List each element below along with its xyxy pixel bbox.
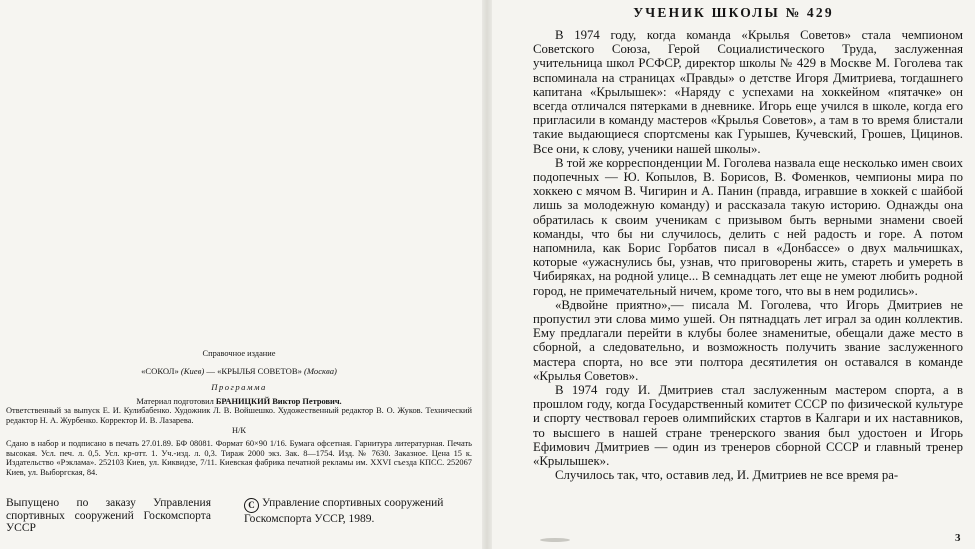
copyright-note (244, 497, 474, 526)
article-title: УЧЕНИК ШКОЛЫ № 429 (633, 5, 834, 20)
article-paragraph-1: В 1974 году, когда команда «Крылья Советов» стала чемпионом Советского Союза, Герой Социалистического Труда, заслуженная учительница школ РСФСР, директор школы № 429 в Москве М. Гоголева так вспоминала на страницах «Правды» о детстве Игоря Дмитриева, тогдашнего капитана «Крылышек»: «Наряду с успехами на хоккейном «пятачке» он всегда отличался пятерками в дневнике. Игорь еще учился в школе, когда его пригласили в команду мастеров «Крылья Советов», а там в то время блистали такие выдающиеся спортсмены как Гурышев, Кучевский, Грошев, Цицинов. Все они, к слову, ученики нашей школы». (533, 28, 963, 156)
article-body (533, 28, 963, 483)
article-paragraph-2: В той же корреспонденции М. Гоголева назвала еще несколько имен своих подопечных — Ю. Копылов, В. Борисов, В. Фоменков, чемпионы мира по хоккею с мячом В. Чигирин и А. Панин (правда, игравшие в хоккей с шайбой лишь за молодежную команду) и рассказала такую историю. Однажды она обратилась к своим ученикам с призывом быть верными знамени своей команды, что бы ни случилось, делить с ней радость и горе. А потом напомнила, как Борис Горбатов писал в «Донбассе» о двух мальчишках, которые «ужаснулись бы, узнав, что приговорены жить, стареть и умереть в Чибиряках, на родной улице... В семнадцать лет еще не умеют любить родной город, не примечательный ничем, кроме того, что вы в нем родились». (533, 155, 963, 298)
left-page (0, 0, 482, 549)
article-paragraph-3: «Вдвойне приятно»,— писала М. Гоголева, что Игорь Дмитриев не пропустил эти слова мимо ушей. Он пятнадцать лет играл за один коллектив. Ему предлагали перейти в клубы более знаменитые, обещали даже место в сборной, а следовательно, и возможность получить звание заслуженного мастера спорта, но все эти полтора десятилетия он оставался в команде «Крылья Советов». (533, 297, 963, 383)
copyright-text: Управление спортивных сооружений Госкомспорта УССР, 1989. (244, 497, 444, 525)
article-paragraph-4: В 1974 году И. Дмитриев стал заслуженным мастером спорта, а в прошлом году, когда Государственный комитет СССР по физической культуре и спорту чествовал героев олимпийских стартов в Калгари и их наставников, то высшего в нашей стране тренерского звания был удостоен и Игорь Ефимович Дмитриев — один из тренеров сборной СССР и главный тренер «Крылышек». (533, 383, 963, 469)
genre-label: Программа (211, 382, 267, 393)
team-1-name: «СОКОЛ» (141, 365, 179, 376)
imprint-block (6, 349, 472, 478)
team-2-name: «КРЫЛЬЯ СОВЕТОВ» (217, 365, 302, 376)
technical-data: Сдано в набор и подписано в печать 27.01.89. БФ 08081. Формат 60×90 1/16. Бумага офсетная. Гарнитура литературная. Печать высокая. Усл. печ. л. 0,5. Усл. кр-отт. 1. Уч.-изд. л. 0,3. Тираж 2000 экз. Зак. 8—1754. Изд. № 7630. Заказное. Цена 15 к. Издательство «Рэклама». 252103 Киев, ул. Киквидзе, 7/11. Киевская фабрика печатной рекламы им. XXVI съезда КПСС. 252067 Киев, ул. Выборгская, 84. (6, 439, 472, 477)
program-titles (6, 367, 472, 377)
author-name: БРАНИЦКИЙ Виктор Петрович. (215, 396, 342, 406)
book-gutter (482, 0, 492, 549)
scan-speck (540, 538, 570, 542)
imprint-code: Н/К (232, 425, 246, 435)
right-page (492, 0, 975, 549)
publication-type: Справочное издание (202, 349, 276, 358)
page-number: 3 (955, 532, 961, 544)
editors-credits: Ответственный за выпуск Е. И. Кулибабенко. Художник Л. В. Войшешко. Художественный редактор В. О. Жуков. Технический редактор Н. А. Журбенко. Корректор И. В. Лазарева. (6, 406, 472, 425)
title-dash: — (206, 365, 215, 376)
copyright-icon: C (244, 498, 259, 513)
team-1-city: (Киев) (180, 365, 205, 376)
order-note: Выпущено по заказу Управления спортивных сооружений Госкомспорта УССР (6, 497, 211, 535)
prepared-by-label: Материал подготовил (136, 396, 214, 406)
team-2-city: (Москва) (304, 365, 337, 376)
prepared-by-line (6, 397, 472, 407)
article-paragraph-5: Случилось так, что, оставив лед, И. Дмитриев не все время ра- (555, 468, 899, 483)
